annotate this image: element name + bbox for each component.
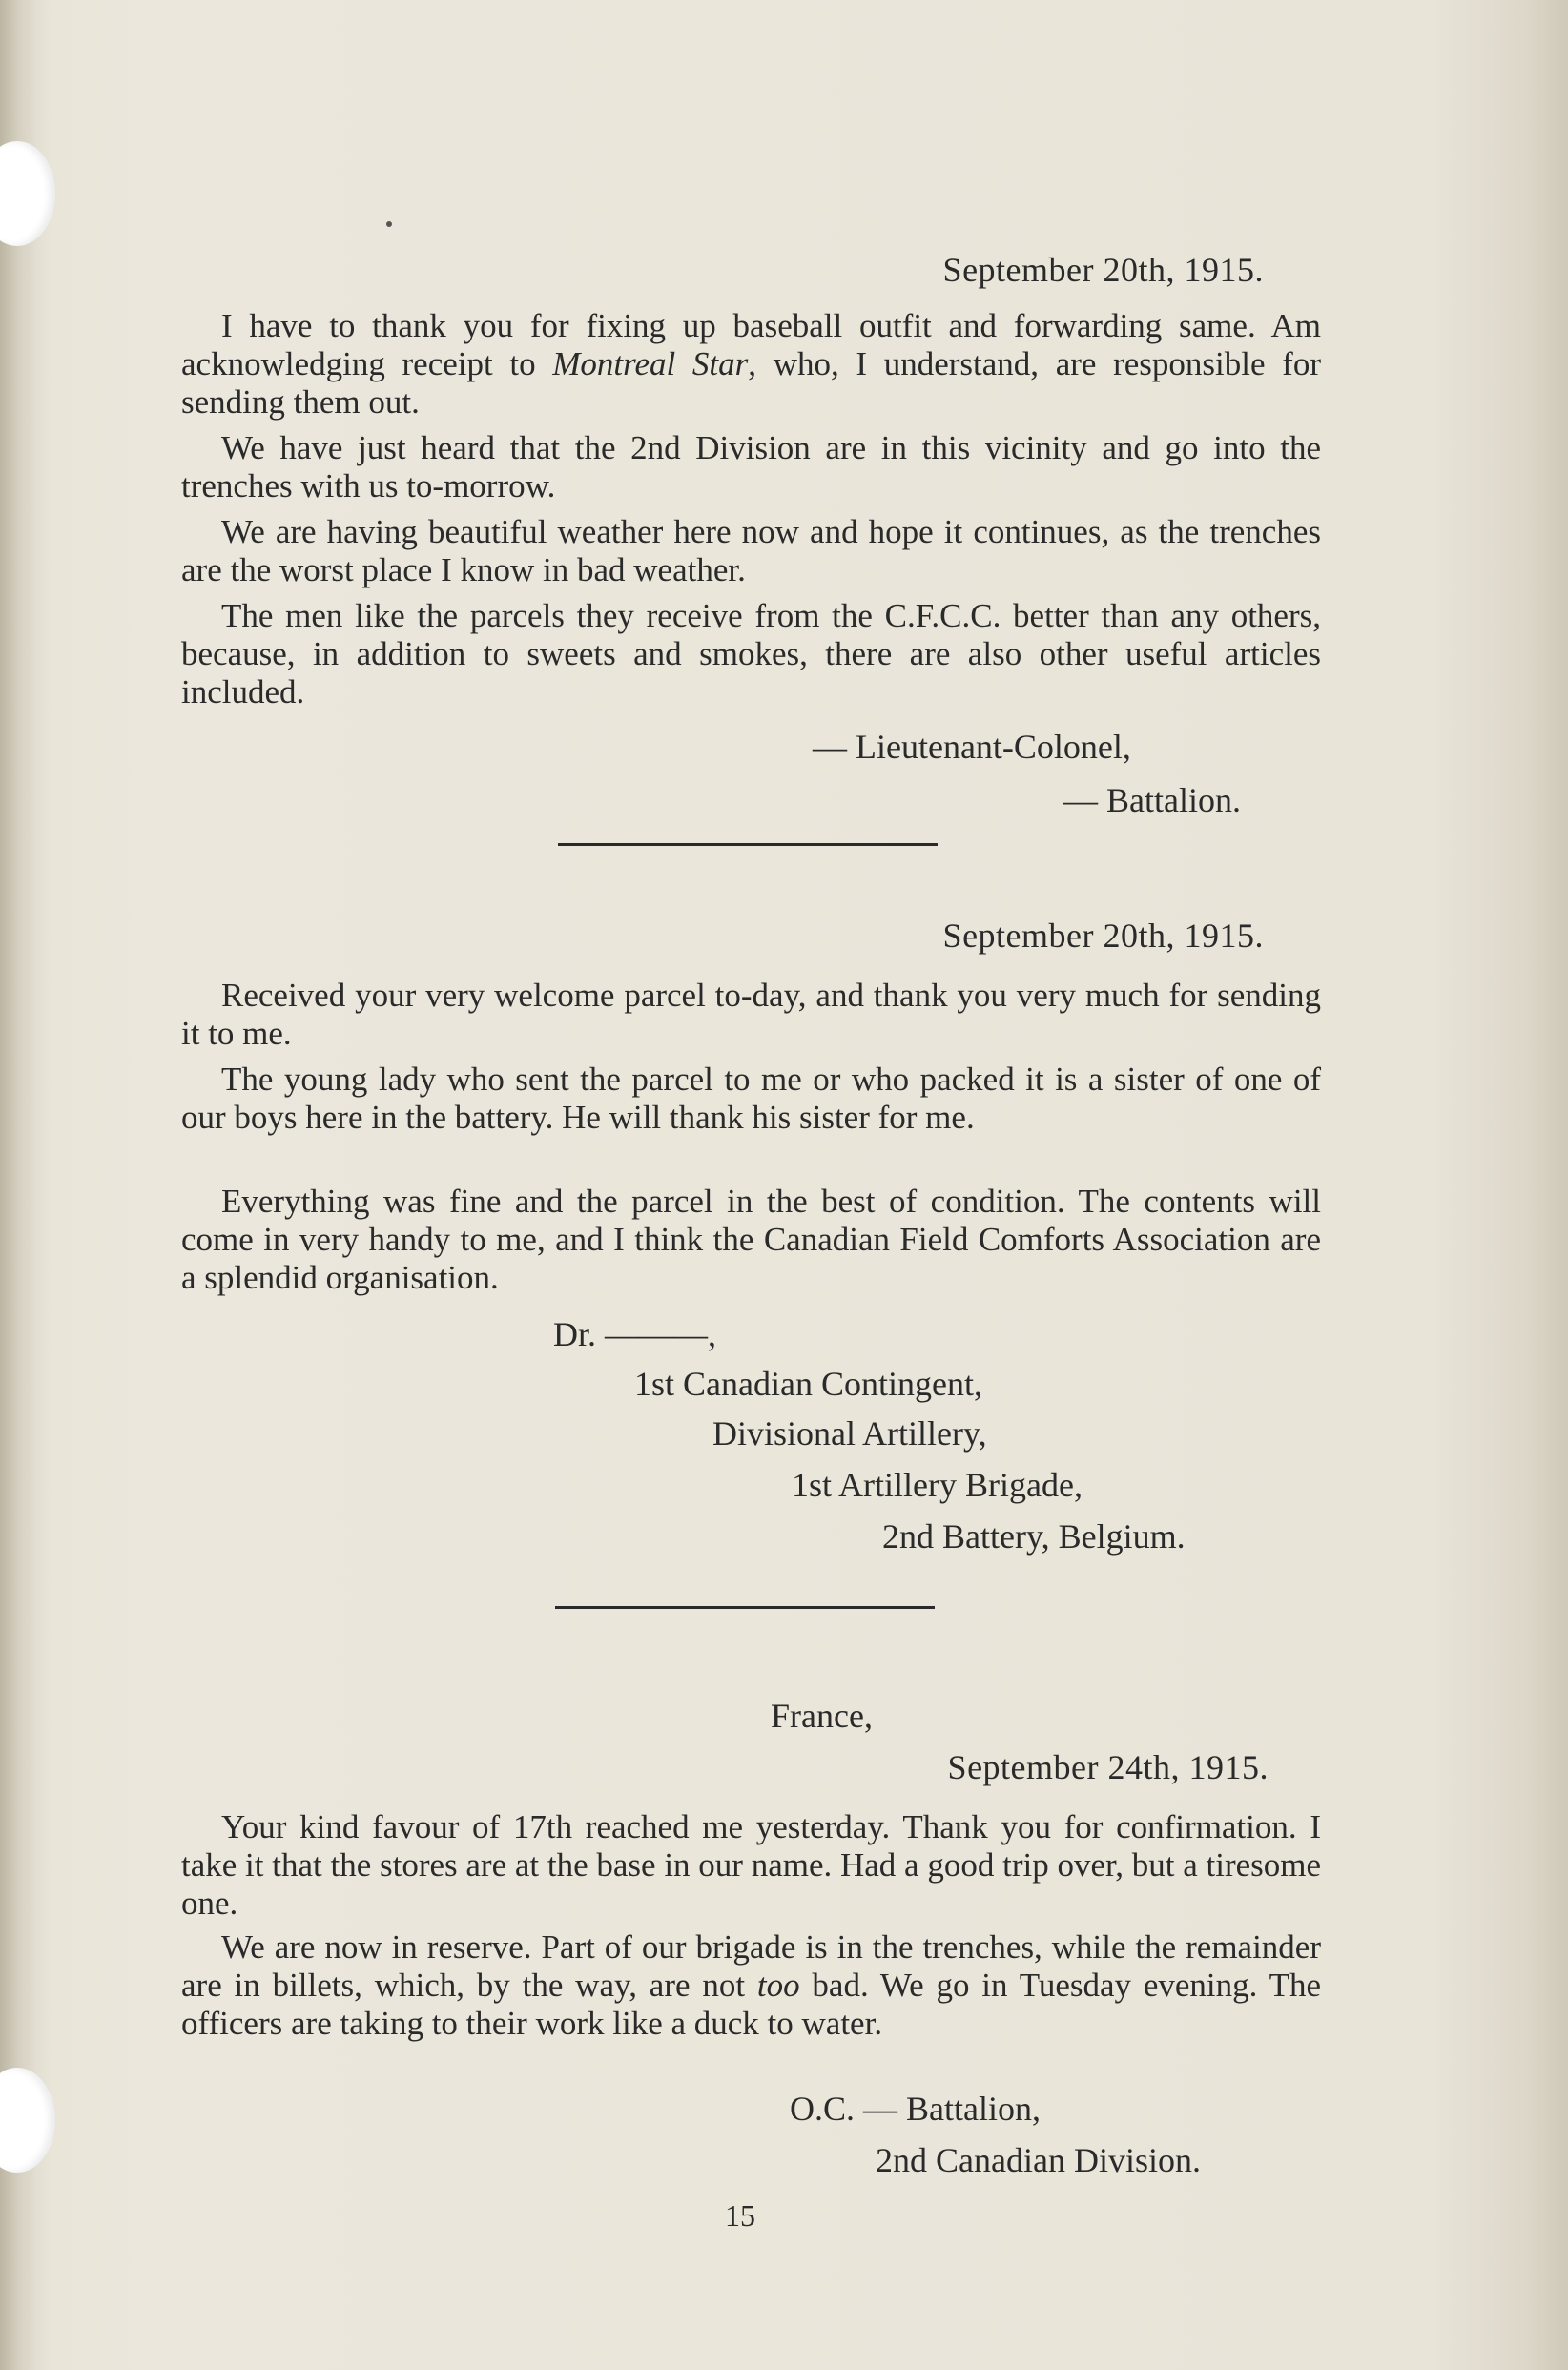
letter-paragraph: The young lady who sent the parcel to me or who packed it is a sister of one of our boys here in the battery. He will thank his sister for me.	[181, 1061, 1321, 1136]
letter-paragraph: We are having beautiful weather here now and hope it continues, as the trenches are the worst place I know in bad weather.	[181, 513, 1321, 588]
signature-line: Dr. ———,	[553, 1315, 716, 1353]
signature-line: Divisional Artillery,	[712, 1414, 987, 1453]
letter-date: September 20th, 1915.	[942, 917, 1264, 955]
signature-line: 1st Artillery Brigade,	[792, 1466, 1083, 1504]
signature-line: 2nd Battery, Belgium.	[882, 1517, 1186, 1556]
section-divider	[555, 1606, 935, 1609]
letter-paragraph: We have just heard that the 2nd Division are in this vicinity and go into the trenches with us to-morrow.	[181, 429, 1321, 505]
letter-paragraph: I have to thank you for fixing up baseball outfit and forwarding same. Am acknowledging receipt to Montreal Star, who, I understand, are responsible for sending them out.	[181, 307, 1321, 421]
letter-date: September 24th, 1915.	[947, 1748, 1269, 1786]
page-number: 15	[725, 2198, 755, 2233]
binding-edge	[0, 0, 36, 2370]
signature-line: 1st Canadian Contingent,	[634, 1365, 982, 1403]
letter-paragraph: Everything was fine and the parcel in the best of condition. The contents will come in very handy to me, and I think the Canadian Field Comforts Association are a splendid organisation.	[181, 1183, 1321, 1296]
signature-line: 2nd Canadian Division.	[876, 2141, 1201, 2179]
ink-speck	[386, 221, 392, 227]
letter-paragraph: The men like the parcels they receive from the C.F.C.C. better than any others, because, in addition to sweets and smokes, there are also other useful articles included.	[181, 597, 1321, 711]
letter-paragraph: Your kind favour of 17th reached me yesterday. Thank you for confirmation. I take it that the stores are at the base in our name. Had a good trip over, but a tiresome one.	[181, 1808, 1322, 1922]
letter-paragraph: Received your very welcome parcel to-day, and thank you very much for sending it to me.	[181, 977, 1321, 1052]
section-divider	[558, 843, 938, 846]
signature-line: — Lieutenant-Colonel,	[813, 728, 1131, 766]
signature-line: — Battalion.	[1063, 781, 1241, 819]
letter-date: September 20th, 1915.	[942, 251, 1264, 289]
letter-place: France,	[771, 1697, 873, 1735]
letter-paragraph: We are now in reserve. Part of our brigade is in the trenches, while the remainder are in billets, which, by the way, are not too bad. We go in Tuesday evening. The officers are taking to their work like a duck to water.	[181, 1928, 1321, 2042]
signature-line: O.C. — Battalion,	[790, 2090, 1041, 2128]
